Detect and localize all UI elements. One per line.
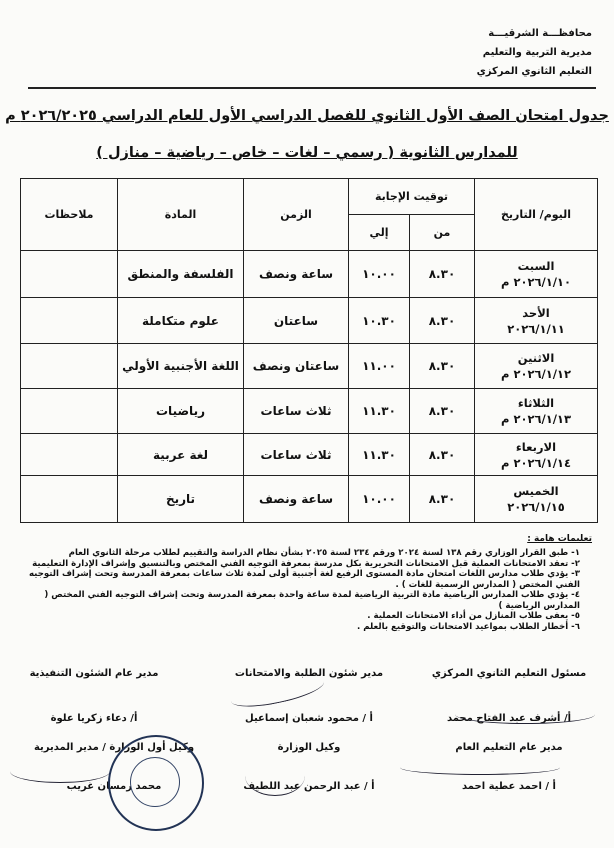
date-cell <box>475 251 598 298</box>
directorate: مديرية التربية والتعليم <box>482 47 592 58</box>
signatory-name: أ/ أشرف عبد الفتاح محمد <box>446 713 572 724</box>
instruction-item: ٥- يعفى طلاب المنازل من أداء الامتحانات العملية . <box>367 611 580 621</box>
official-seal <box>108 735 204 831</box>
subject-cell: علوم متكاملة <box>118 298 244 344</box>
table-row <box>21 434 598 476</box>
signatory-title: مسئول التعليم الثانوي المركزي <box>431 668 587 679</box>
signature-block <box>14 668 174 724</box>
handwritten-signature <box>245 755 305 796</box>
signatory-title: وكيل أول الوزارة / مدير المديرية <box>33 742 195 753</box>
table-row <box>21 344 598 389</box>
subject-cell: الفلسفة والمنطق <box>118 251 244 298</box>
subject-cell: لغة عربية <box>118 434 244 476</box>
handwritten-signature <box>455 705 595 724</box>
notes-cell <box>21 389 118 434</box>
table-row <box>21 389 598 434</box>
header-duration: الزمن <box>244 179 349 251</box>
letterhead <box>477 24 592 81</box>
duration-cell: ساعة ونصف <box>244 476 349 523</box>
duration-cell: ثلاث ساعات <box>244 434 349 476</box>
department: التعليم الثانوي المركزي <box>476 66 592 77</box>
signatory-name: محمد رمسان غريب <box>66 781 162 792</box>
exam-schedule-table <box>20 178 598 523</box>
notes-cell <box>21 344 118 389</box>
signatory-name: أ/ دعاء زكريا علوة <box>50 713 138 724</box>
notes-cell <box>21 251 118 298</box>
to-cell: ١١.٠٠ <box>349 344 410 389</box>
signatory-name: أ / احمد عطية احمد <box>462 781 556 792</box>
date-cell <box>475 344 598 389</box>
to-cell: ١١.٣٠ <box>349 389 410 434</box>
date: ٢٠٢٦/١/١٤ م <box>501 455 571 470</box>
date-cell <box>475 434 598 476</box>
duration-cell: ساعتان ونصف <box>244 344 349 389</box>
instructions-heading: تعليمات هامة : <box>527 534 592 544</box>
subject-cell: اللغة الأجنبية الأولي <box>118 344 244 389</box>
day: الأحد <box>522 305 550 320</box>
signatory-title: مدير شئون الطلبة والامتحانات <box>234 668 384 679</box>
duration-cell: ساعة ونصف <box>244 251 349 298</box>
day: الثلاثاء <box>517 396 555 410</box>
header-subject: المادة <box>118 179 244 251</box>
day: السبت <box>517 259 555 273</box>
duration-cell: ساعتان <box>244 298 349 344</box>
to-cell: ١٠.٣٠ <box>349 298 410 344</box>
from-cell: ٨.٣٠ <box>410 476 475 523</box>
instruction-item: ٢- تعقد الامتحانات العملية قبل الامتحانات التحريرية بكل مدرسة بمعرفة التوجيه الفني المختص وبالتنسيق وإشراف الإدارة التعليمية <box>32 558 580 569</box>
instruction-item: ٤- يؤدي طلاب المدارس الرياضية مادة التربية الرياضية لمدة ساعة واحدة بمعرفة المدرسة وتحت إشراف التوجيه الفني المختص ( المدارس الرياضية ) <box>44 590 580 611</box>
from-cell: ٨.٣٠ <box>410 344 475 389</box>
document-subtitle: للمدارس الثانوية ( رسمي – لغات – خاص – رياضية – منازل ) <box>96 145 518 161</box>
signatory-title: وكيل الوزارة <box>277 742 341 753</box>
date: ٢٠٢٦/١/١١ <box>507 321 565 336</box>
date: ٢٠٢٦/١/١٥ <box>507 500 565 514</box>
date: ٢٠٢٦/١/١٢ م <box>501 367 571 381</box>
handwritten-signature <box>10 760 110 783</box>
notes-cell <box>21 434 118 476</box>
document-title: جدول امتحان الصف الأول الثانوي للفصل الدراسي الأول للعام الدراسي ٢٠٢٦/٢٠٢٥ م <box>5 108 609 124</box>
handwritten-signature <box>400 760 560 775</box>
from-cell: ٨.٣٠ <box>410 251 475 298</box>
instructions-list <box>20 548 594 632</box>
from-cell: ٨.٣٠ <box>410 298 475 344</box>
from-cell: ٨.٣٠ <box>410 434 475 476</box>
header-timing: توقيت الإجابة <box>349 179 475 215</box>
notes-cell <box>21 298 118 344</box>
date-cell <box>475 476 598 523</box>
instruction-item: ١- طبق القرار الوزاري رقم ١٣٨ لسنة ٢٠٢٤ ورقم ٢٣٤ لسنة ٢٠٢٥ بشأن نظام الدراسة والتقييم لطلاب مرحلة الثانوي العام <box>68 548 580 558</box>
notes-cell <box>21 476 118 523</box>
instruction-item: ٣- يؤدي طلاب مدارس اللغات امتحان مادة المستوى الرفيع لغة أجنبية أولى لمدة ثلاث ساعات بمعرفة المدرسة وتحت إشراف التوجيه الفني المختص ( المدارس الرسمية للغات ) . <box>28 569 580 590</box>
signatory-name: أ / محمود شعبان إسماعيل <box>245 713 373 724</box>
header-date: اليوم/ التاريخ <box>475 179 598 251</box>
signatory-title: مدير عام الشئون التنفيذية <box>29 668 159 679</box>
day: الخميس <box>513 484 559 498</box>
table-row <box>21 476 598 523</box>
header-divider <box>28 87 596 89</box>
signatory-title: مدير عام التعليم العام <box>455 742 563 753</box>
from-cell: ٨.٣٠ <box>410 389 475 434</box>
table-row <box>21 251 598 298</box>
duration-cell: ثلاث ساعات <box>244 389 349 434</box>
day: الاثنين <box>517 351 555 365</box>
subject-cell: تاريخ <box>118 476 244 523</box>
header-notes: ملاحظات <box>21 179 118 251</box>
table-row <box>21 298 598 344</box>
date: ٢٠٢٦/١/١٠ م <box>501 275 571 289</box>
signatory-name: أ / عبد الرحمن عبد اللطيف <box>243 781 375 792</box>
date: ٢٠٢٦/١/١٣ م <box>501 412 571 426</box>
day: الاربعاء <box>515 439 557 454</box>
date-cell <box>475 389 598 434</box>
governorate: محافظـــة الشرقيـــة <box>488 28 592 39</box>
subject-cell: رياضيات <box>118 389 244 434</box>
date-cell <box>475 298 598 344</box>
header-to: إلي <box>349 215 410 251</box>
to-cell: ١٠.٠٠ <box>349 251 410 298</box>
header-from: من <box>410 215 475 251</box>
to-cell: ١٠.٠٠ <box>349 476 410 523</box>
to-cell: ١١.٣٠ <box>349 434 410 476</box>
instruction-item: ٦- أخطار الطلاب بمواعيد الامتحانات والتوقيع بالعلم . <box>357 621 580 632</box>
